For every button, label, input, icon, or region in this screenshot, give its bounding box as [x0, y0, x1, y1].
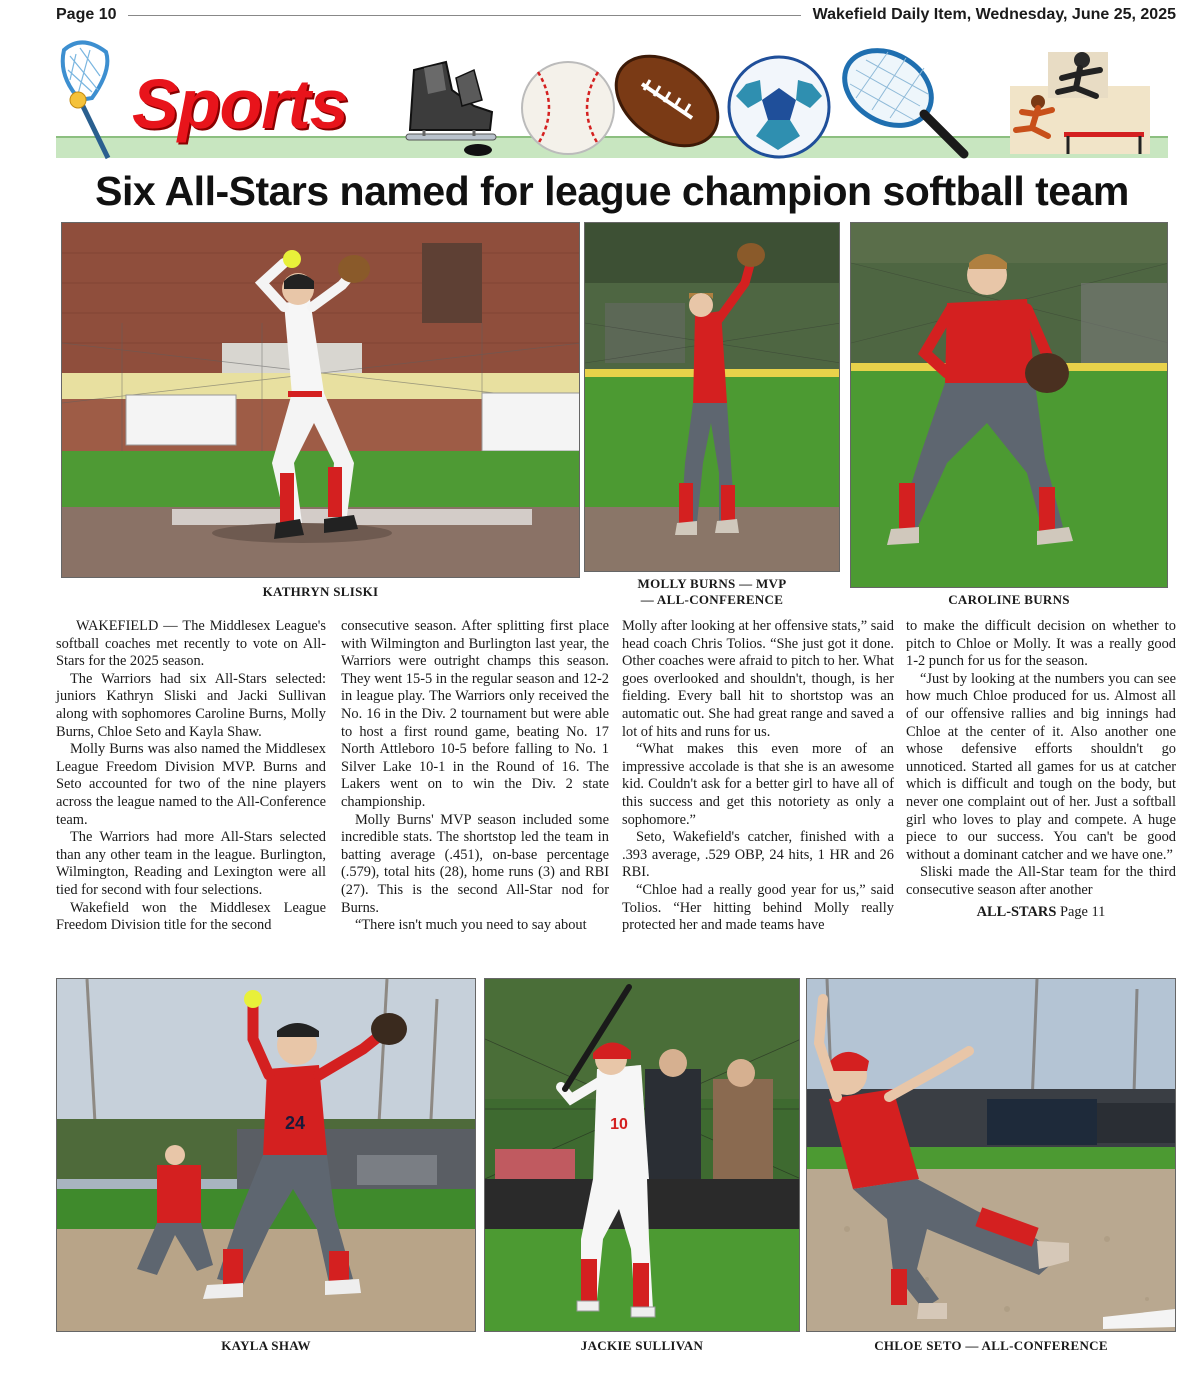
article-paragraph: Sliski made the All-Star team for the third consecutive season after another [906, 864, 1176, 898]
page-number: Page 10 [56, 6, 117, 23]
soccer-ball-icon [726, 54, 832, 160]
article-paragraph: consecutive season. After splitting first place with Wilmington and Burlington last year, the Warriors were outright champs this season. They went 15-5 in the regular season and 12-2 in league play. The Warriors only received the No. 16 in the Div. 2 tournament but were able to host a first round game, beating No. 17 North Attleboro 10-5 before falling to No. 1 Silver Lake 10-1 in the Round of 16. The Lakers went on to win the Div. 2 state championship. [341, 618, 609, 810]
article-paragraph: Molly Burns was also named the Middlesex League Freedom Division MVP. Burns and Seto accounted for two of the nine players across the league named to the All-Conference team. [56, 741, 326, 828]
caption-molly-burns-line2: — ALL-CONFERENCE [640, 592, 784, 607]
caption-chloe-seto: CHLOE SETO — ALL-CONFERENCE [874, 1338, 1108, 1353]
hurdler-icon [1004, 46, 1154, 158]
caption-jackie-sullivan: JACKIE SULLIVAN [580, 1338, 704, 1353]
article-paragraph: “What makes this even more of an impressive accolade is that she is an awesome kid. Couldn't ask for a better girl to have all of this success and get this notoriety as only a sophomore.” [622, 741, 894, 828]
caption-kayla-shaw: KAYLA SHAW [221, 1338, 311, 1353]
article-column-1 [56, 618, 326, 935]
caption-molly-burns [584, 576, 840, 608]
jump-line[interactable] [906, 904, 1176, 922]
article-paragraph: The Warriors had six All-Stars selected: juniors Kathryn Sliski and Jacki Sullivan along with sophomores Caroline Burns, Molly Burns, Chloe Seto and Kayla Shaw. [56, 670, 326, 740]
article-paragraph: Wakefield won the Middlesex League Freedom Division title for the second [56, 899, 326, 934]
football-icon [608, 42, 726, 160]
article-paragraph: The Warriors had more All-Stars selected than any other team in the league. Burlington, Wilmington, Reading and Lexington were all tied for second with four selections. [56, 829, 326, 898]
jump-label: ALL-STARS [976, 903, 1057, 920]
headline: Six All-Stars named for league champion softball team [95, 168, 1129, 214]
jump-page: Page 11 [1059, 903, 1106, 920]
caption-kathryn-sliski: KATHRYN SLISKI [262, 584, 379, 599]
article-column-2 [341, 618, 609, 935]
article-paragraph: to make the difficult decision on whether to pitch to Chloe or Molly. It was a really good 1-2 punch for us for the season. [906, 618, 1176, 670]
baseball-icon [518, 58, 618, 158]
section-title: Sports [132, 65, 348, 143]
article-column-3 [622, 618, 894, 935]
lacrosse-stick-icon [56, 40, 122, 160]
photo-jackie-sullivan [484, 978, 800, 1332]
photo-molly-burns [584, 222, 840, 572]
dateline: Wakefield Daily Item, Wednesday, June 25, 2025 [812, 6, 1176, 23]
article-paragraph: “Chloe had a really good year for us,” said Tolios. “Her hitting behind Molly really protected her and made teams have [622, 881, 894, 934]
kayla-jersey-number: 24 [284, 1113, 306, 1133]
photo-chloe-seto [806, 978, 1176, 1332]
jackie-jersey-number: 10 [610, 1116, 628, 1133]
tennis-racket-icon [836, 48, 976, 160]
article-paragraph: Molly after looking at her offensive stats,” said head coach Chris Tolios. “She just got it done. Other coaches were afraid to pitch to her. What goes overlooked and shouldn't, though, is her fielding. Every ball hit to shortstop was an automatic out. She had great range and saved a lot of hits and runs for us. [622, 618, 894, 740]
page-folio [56, 4, 1176, 26]
article-paragraph: “There isn't much you need to say about [355, 917, 587, 934]
caption-molly-burns-line1: MOLLY BURNS — MVP [637, 576, 787, 591]
photo-kayla-shaw [56, 978, 476, 1332]
folio-rule [128, 15, 800, 16]
article-paragraph: Seto, Wakefield's catcher, finished with a .393 average, .529 OBP, 24 hits, 1 HR and 26 RBI. [622, 829, 894, 881]
hockey-skate-icon [394, 50, 504, 160]
caption-caroline-burns: CAROLINE BURNS [948, 592, 1070, 607]
photo-kathryn-sliski [61, 222, 580, 578]
photo-caroline-burns [850, 222, 1168, 588]
article-paragraph: WAKEFIELD — The Middlesex League's softball coaches met recently to vote on All-Stars for the 2025 season. [56, 618, 326, 670]
article-paragraph: Molly Burns' MVP season included some incredible stats. The shortstop led the team in batting average (.451), on-base percentage (.579), total hits (28), home runs (3) and RBI (27). This is the second All-Star nod for Burns. [341, 811, 609, 916]
article-column-4 [906, 618, 1176, 921]
sports-banner [56, 40, 1168, 160]
article-paragraph: “Just by looking at the numbers you can see how much Chloe produced for us. Almost all of our offensive rallies and big innings had Chloe at the center of it. Also another one whose defensive efforts shouldn't go unnoticed. Started all games for us at catcher which is difficult and tough on the body, but never one complaint out of her. Just a softball girl who loves to play and compete. A huge piece to our success. You can't be good without a dominant catcher and we have one.” [906, 670, 1176, 863]
